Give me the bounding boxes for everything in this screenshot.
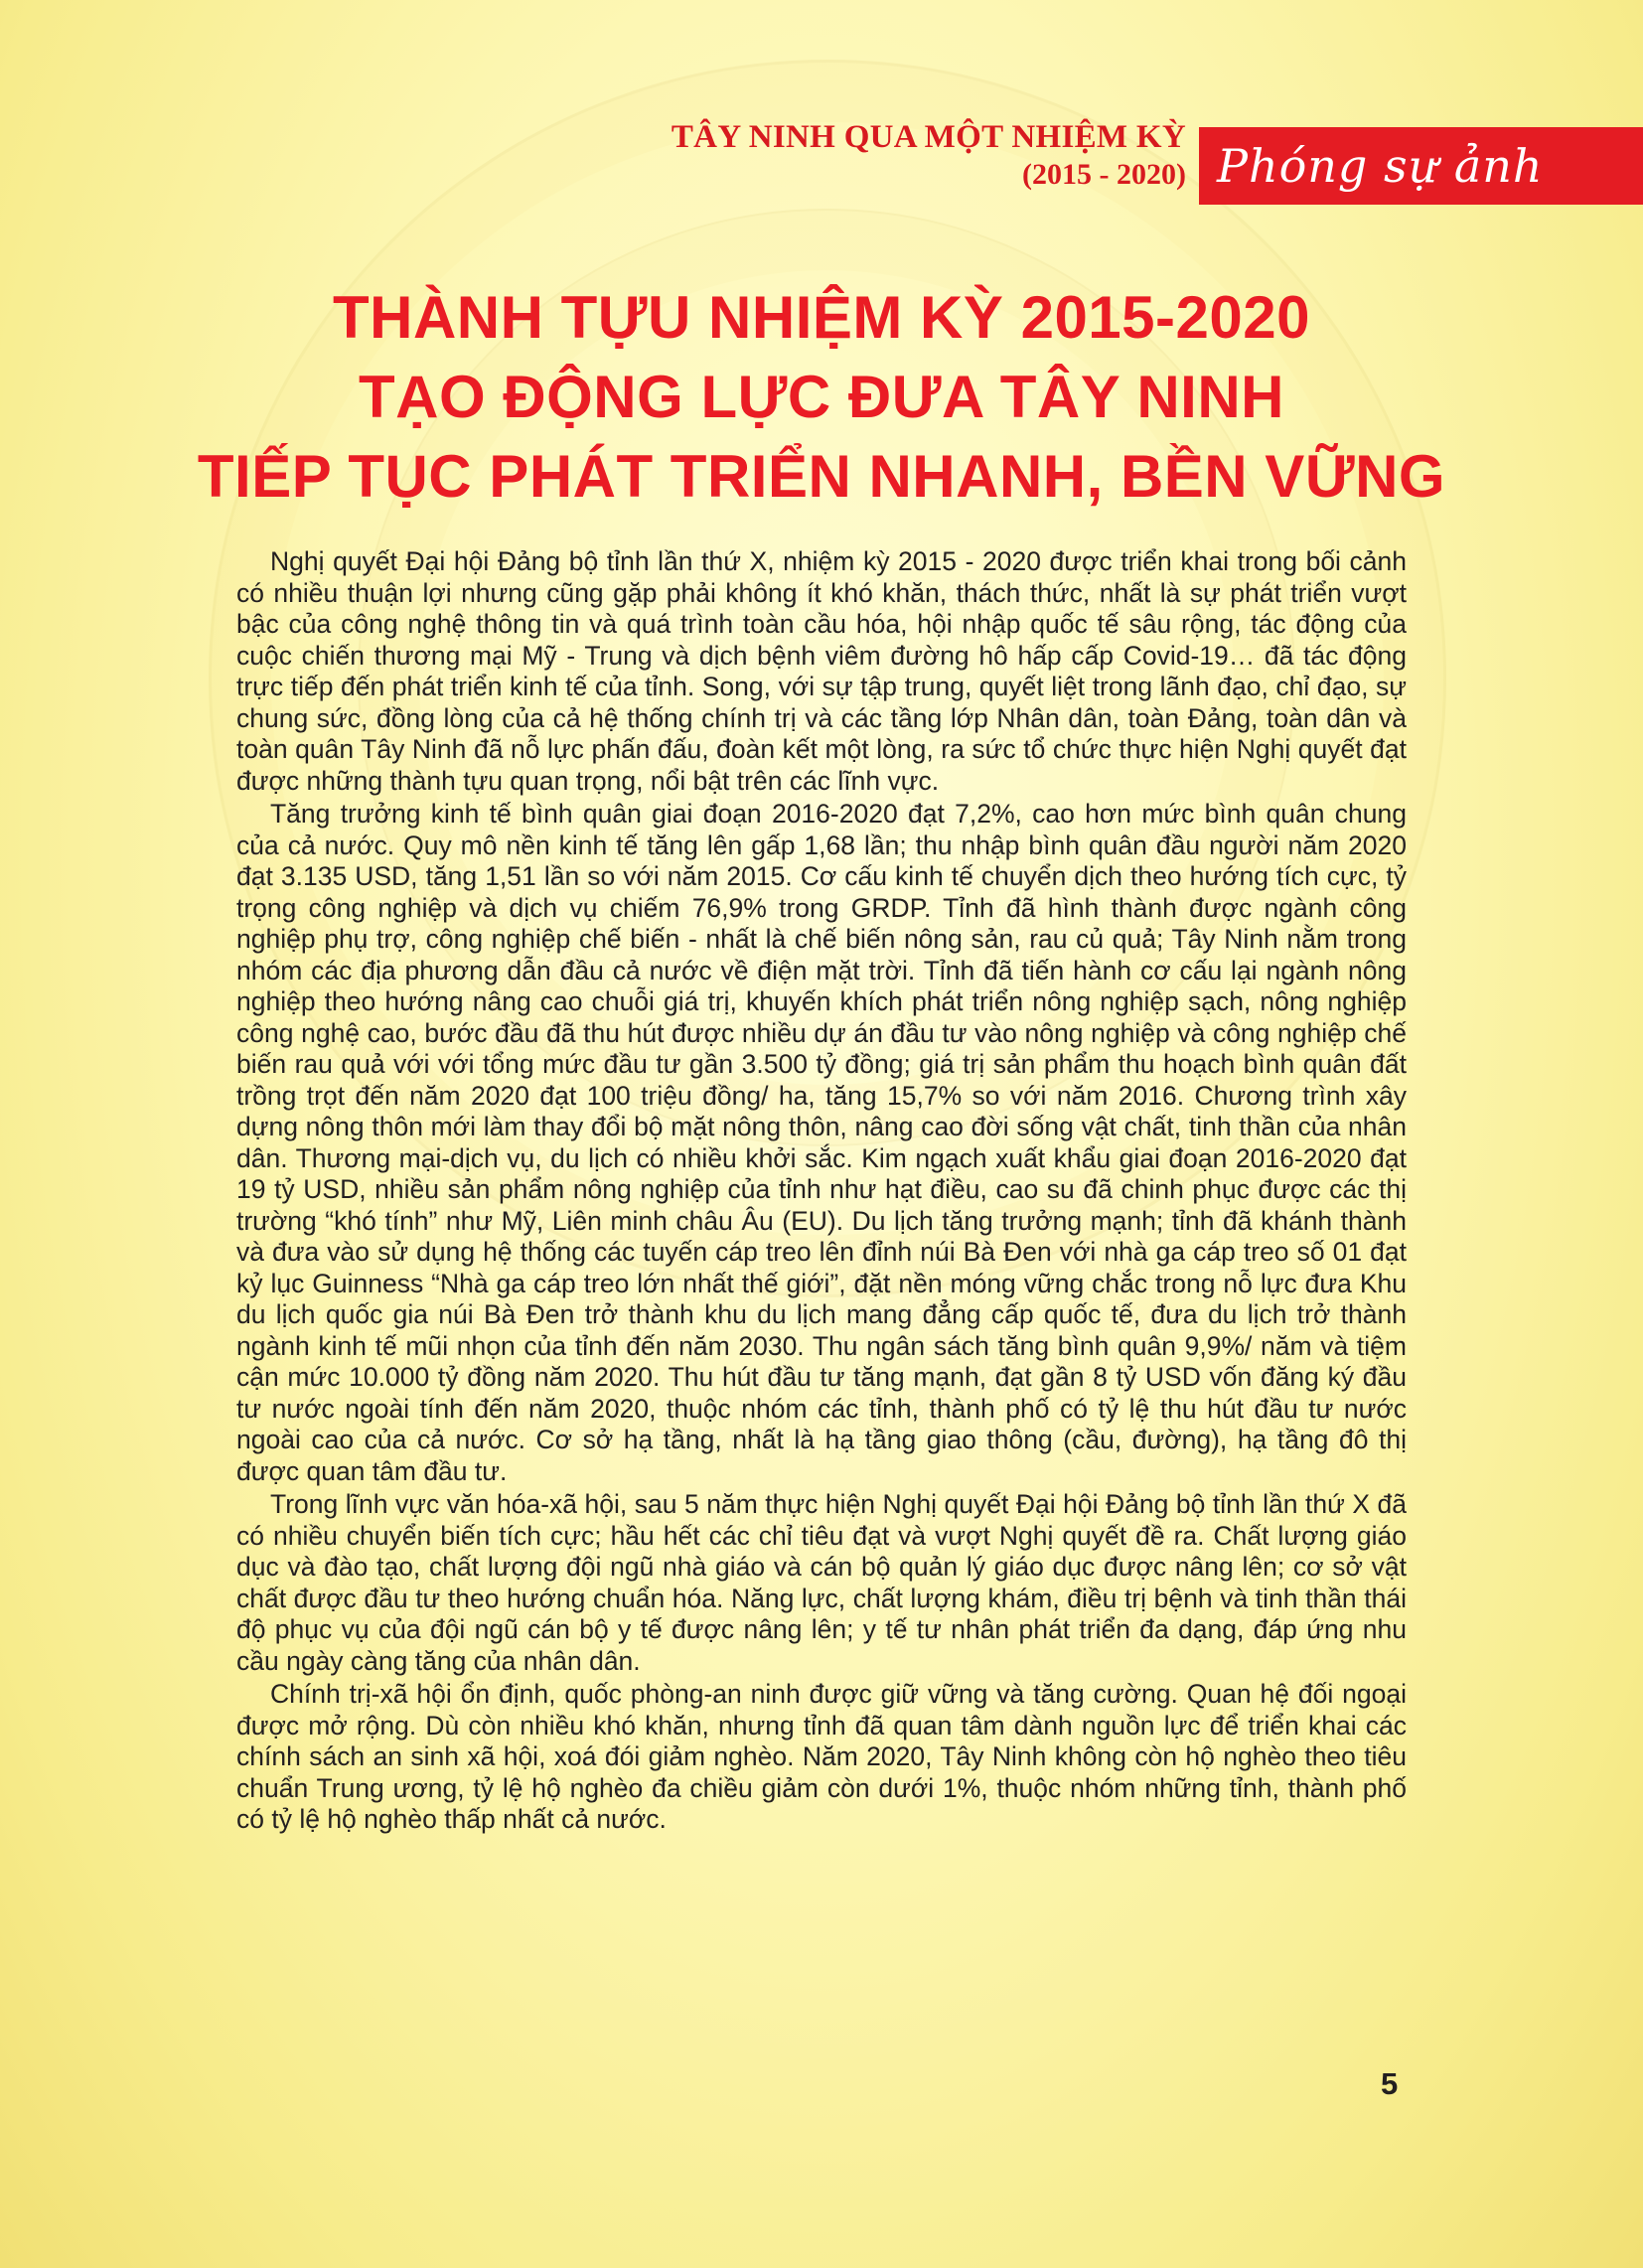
title-line-2: TẠO ĐỘNG LỰC ĐƯA TÂY NINH xyxy=(358,364,1285,430)
article-body xyxy=(236,546,1407,1838)
paragraph-economy: Tăng trưởng kinh tế bình quân giai đoạn 2016-2020 đạt 7,2%, cao hơn mức bình quân chung của cả nước. Quy mô nền kinh tế tăng lên gấp 1,68 lần; thu nhập bình quân đầu người năm 2020 đạt 3.135 USD, tăng 1,51 lần so với năm 2015. Cơ cấu kinh tế chuyển dịch theo hướng tích cực, tỷ trọng công nghiệp và dịch vụ chiếm 76,9% trong GRDP. Tỉnh đã hình thành được ngành công nghiệp phụ trợ, công nghiệp chế biến - nhất là chế biến nông sản, rau củ quả; Tây Ninh nằm trong nhóm các địa phương dẫn đầu cả nước về điện mặt trời. Tỉnh đã tiến hành cơ cấu lại ngành nông nghiệp theo hướng nâng cao chuỗi giá trị, khuyến khích phát triển nông nghiệp sạch, nông nghiệp công nghệ cao, bước đầu đã thu hút được nhiều dự án đầu tư vào nông nghiệp và công nghiệp chế biến rau quả với với tổng mức đầu tư gần 3.500 tỷ đồng; giá trị sản phẩm thu hoạch bình quân đất trồng trọt đến năm 2020 đạt 100 triệu đồng/ ha, tăng 15,7% so với năm 2016. Chương trình xây dựng nông thôn mới làm thay đổi bộ mặt nông thôn, nâng cao đời sống vật chất, tinh thần của nhân dân. Thương mại-dịch vụ, du lịch có nhiều khởi sắc. Kim ngạch xuất khẩu giai đoạn 2016-2020 đạt 19 tỷ USD, nhiều sản phẩm nông nghiệp của tỉnh như hạt điều, cao su đã chinh phục được các thị trường “khó tính” như Mỹ, Liên minh châu Âu (EU). Du lịch tăng trưởng mạnh; tỉnh đã khánh thành và đưa vào sử dụng hệ thống các tuyến cáp treo lên đỉnh núi Bà Đen với nhà ga cáp treo số 01 đạt kỷ lục Guinness “Nhà ga cáp treo lớn nhất thế giới”, đặt nền móng vững chắc trong nỗ lực đưa Khu du lịch quốc gia núi Bà Đen trở thành khu du lịch mang đẳng cấp quốc tế, đưa du lịch trở thành ngành kinh tế mũi nhọn của tỉnh đến năm 2030. Thu ngân sách tăng bình quân 9,9%/ năm và tiệm cận mức 10.000 tỷ đồng năm 2020. Thu hút đầu tư tăng mạnh, đạt gần 8 tỷ USD vốn đăng ký đầu tư nước ngoài tính đến năm 2020, thuộc nhóm các tỉnh, thành phố có tỷ lệ thu hút đầu tư nước ngoài cao của cả nước. Cơ sở hạ tầng, nhất là hạ tầng giao thông (cầu, đường), hạ tầng đô thị được quan tâm đầu tư. xyxy=(236,799,1407,1486)
paragraph-culture-society: Trong lĩnh vực văn hóa-xã hội, sau 5 năm thực hiện Nghị quyết Đại hội Đảng bộ tỉnh lần thứ X đã có nhiều chuyển biến tích cực; hầu hết các chỉ tiêu đạt và vượt Nghị quyết đề ra. Chất lượng giáo dục và đào tạo, chất lượng đội ngũ nhà giáo và cán bộ quản lý giáo dục được nâng lên; cơ sở vật chất được đầu tư theo hướng chuẩn hóa. Năng lực, chất lượng khám, điều trị bệnh và tinh thần thái độ phục vụ của đội ngũ cán bộ y tế được nâng lên; y tế tư nhân phát triển đa dạng, đáp ứng nhu cầu ngày càng tăng của nhân dân. xyxy=(236,1489,1407,1676)
page-number: 5 xyxy=(1381,2066,1399,2101)
paragraph-intro: Nghị quyết Đại hội Đảng bộ tỉnh lần thứ X, nhiệm kỳ 2015 - 2020 được triển khai trong bối cảnh có nhiều thuận lợi nhưng cũng gặp phải không ít khó khăn, thách thức, nhất là sự phát triển vượt bậc của công nghệ thông tin và quá trình toàn cầu hóa, hội nhập quốc tế sâu rộng, tác động của cuộc chiến thương mại Mỹ - Trung và dịch bệnh viêm đường hô hấp cấp Covid-19… đã tác động trực tiếp đến phát triển kinh tế của tỉnh. Song, với sự tập trung, quyết liệt trong lãnh đạo, chỉ đạo, sự chung sức, đồng lòng của cả hệ thống chính trị và các tầng lớp Nhân dân, toàn Đảng, toàn dân và toàn quân Tây Ninh đã nỗ lực phấn đấu, đoàn kết một lòng, ra sức tổ chức thực hiện Nghị quyết đạt được những thành tựu quan trọng, nổi bật trên các lĩnh vực. xyxy=(236,546,1407,796)
paragraph-politics-security: Chính trị-xã hội ổn định, quốc phòng-an ninh được giữ vững và tăng cường. Quan hệ đối ngoại được mở rộng. Dù còn nhiều khó khăn, nhưng tỉnh đã quan tâm dành nguồn lực để triển khai các chính sách an sinh xã hội, xoá đói giảm nghèo. Năm 2020, Tây Ninh không còn hộ nghèo theo tiêu chuẩn Trung ương, tỷ lệ hộ nghèo đa chiều giảm còn dưới 1%, thuộc nhóm những tỉnh, thành phố có tỷ lệ hộ nghèo thấp nhất cả nước. xyxy=(236,1679,1407,1834)
running-header xyxy=(672,117,1186,194)
section-tag: Phóng sự ảnh xyxy=(1199,127,1643,205)
title-line-3: TIẾP TỤC PHÁT TRIỂN NHANH, BỀN VỮNG xyxy=(197,443,1446,510)
article-title xyxy=(0,278,1643,517)
series-title: TÂY NINH QUA MỘT NHIỆM KỲ xyxy=(671,119,1186,155)
title-line-1: THÀNH TỰU NHIỆM KỲ 2015-2020 xyxy=(332,284,1311,351)
series-years: (2015 - 2020) xyxy=(1022,158,1186,192)
